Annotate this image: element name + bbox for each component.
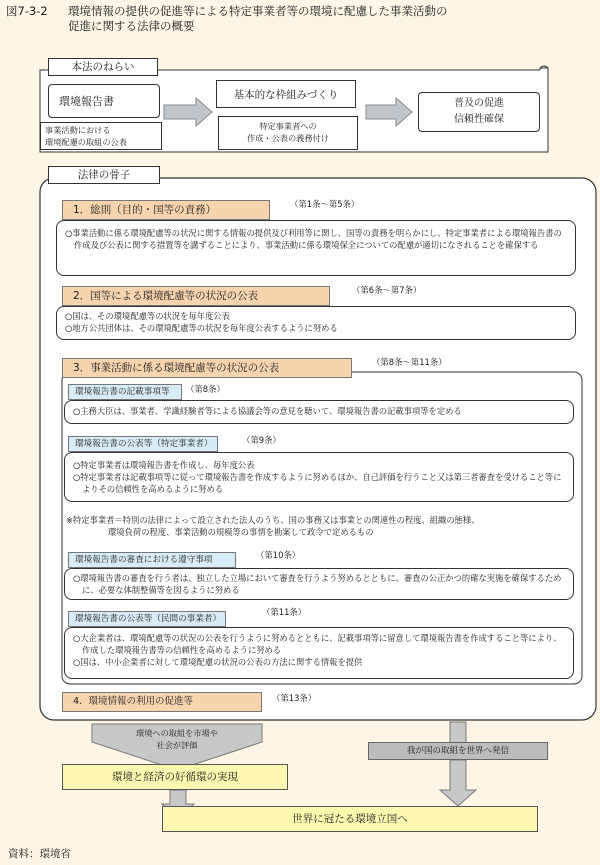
report-box: 環境報告書 [48, 84, 160, 118]
sub-4-heading: 環境報告書の公表等（民間の事業者） [68, 611, 226, 627]
section-2-item-2: ○地方公共団体は、その環境配慮等の状況を毎年度公表するように努める [65, 323, 338, 333]
note-line-2: 環境負荷の程度、事業活動の規模等の事情を勘案して政令で定めるもの [108, 527, 374, 537]
sub-3-item-1: ○環境報告書の審査を行う者は、独立した立場において審査を行うよう努めるとともに、審査の公正かつ的確な実施を確保するために、必要な体制整備等を図るように努める [73, 573, 562, 595]
specified-entity-note [66, 514, 578, 538]
skeleton-label: 法律の骨子 [48, 166, 160, 184]
activity-line-1: 事業活動における [45, 125, 111, 135]
source-note: 資料：環境省 [8, 848, 71, 860]
section-2-articles: （第6条〜第7条） [352, 285, 422, 295]
promotion-box [418, 92, 540, 132]
promotion-line-2: 信頼性確保 [454, 114, 504, 125]
sub-4-item-2: ○国は、中小企業者に対して環境配慮の状況の公表の方法に関する情報を提供 [73, 657, 363, 667]
figure-number: 図7-3-2 [6, 4, 48, 18]
section-2-item-1: ○国は、その環境配慮等の状況を毎年度公表 [65, 311, 230, 321]
sub-4-item-1: ○大企業者は、環境配慮等の状況の公表を行うように努めるとともに、記載事項等に留意して環境報告書を作成すること等により、作成した環境報告書等の信頼性を高めるように努める [73, 633, 562, 655]
activity-line-2: 環境配慮の取組の公表 [45, 136, 127, 147]
section-1-text: ○事業活動に係る環境配慮等の状況に関する情報の提供及び利用等に関し、国等の責務を明らかにし、特定事業者による環境報告書の作成及び公表に関する措置等を講ずることにより、事業活動に係る環境保全についての配慮が適切になされることを確保する [65, 228, 562, 250]
aim-label: 本法のねらい [48, 58, 158, 76]
sub-3-articles: （第10条） [256, 550, 301, 560]
section-1-articles: （第1条〜第5条） [290, 199, 360, 209]
sub-1-body [64, 400, 574, 424]
goal-box: 世界に冠たる環境立国へ [162, 806, 538, 832]
title-line-2: 促進に関する法律の概要 [68, 19, 195, 33]
market-line-2: 社会が評価 [156, 739, 198, 750]
section-4-heading: 4．環境情報の利用の促進等 [62, 692, 262, 712]
sub-4-articles: （第11条） [262, 607, 307, 617]
section-2-heading: 2．国等による環境配慮等の状況の公表 [62, 286, 330, 306]
market-evaluation [112, 728, 242, 751]
sub-3-heading: 環境報告書の審査における遵守事項 [68, 552, 236, 568]
activity-box [40, 122, 162, 150]
promotion-line-1: 普及の促進 [454, 98, 504, 109]
sub-1-articles: （第8条） [186, 384, 225, 394]
framework-box: 基本的な枠組みづくり [216, 80, 356, 108]
market-line-1: 環境への取組を市場や [136, 728, 218, 738]
section-3-heading: 3．事業活動に係る環境配慮等の状況の公表 [62, 358, 352, 378]
title-line-1: 環境情報の提供の促進等による特定事業者等の環境に配慮した事業活動の [68, 4, 448, 18]
sub-2-articles: （第9条） [242, 435, 281, 445]
sub-2-item-1: ○特定事業者は環境報告書を作成し、毎年度公表 [73, 460, 255, 470]
duty-line-2: 作成・公表の義務付け [247, 132, 329, 143]
virtuous-cycle-box: 環境と経済の好循環の実現 [62, 764, 288, 790]
sub-3-body [64, 568, 574, 600]
section-1-heading: 1．総則（目的・国等の責務） [62, 200, 270, 220]
section-2-body [56, 306, 576, 340]
section-4-articles: （第13条） [272, 693, 317, 703]
figure-title [6, 4, 596, 34]
sub-2-body [64, 452, 574, 502]
sub-2-heading: 環境報告書の公表等（特定事業者） [68, 436, 218, 452]
duty-box [218, 116, 358, 150]
sub-4-body [64, 627, 574, 679]
sub-1-item-1: ○主務大臣は、事業者、学識経験者等による協議会等の意見を聴いて、環境報告書の記載事項等を定める [73, 406, 462, 416]
world-message-box: 我が国の取組を世界へ発信 [368, 742, 548, 760]
section-1-body [56, 220, 576, 276]
section-3-articles: （第8条〜第11条） [372, 357, 447, 367]
sub-2-item-2: ○特定事業者は記載事項等に従って環境報告書を作成するように努めるほか、自己評価を行うこと又は第三者審査を受けること等によりその信頼性を高めるように努める [73, 472, 562, 494]
duty-line-1: 特定事業者への [259, 121, 317, 131]
sub-1-heading: 環境報告書の記載事項等 [68, 384, 182, 400]
note-line-1: ※特定事業者＝特別の法律によって設立された法人のうち、国の事務又は事業との関連性の程度、組織の態様、 [66, 515, 480, 525]
